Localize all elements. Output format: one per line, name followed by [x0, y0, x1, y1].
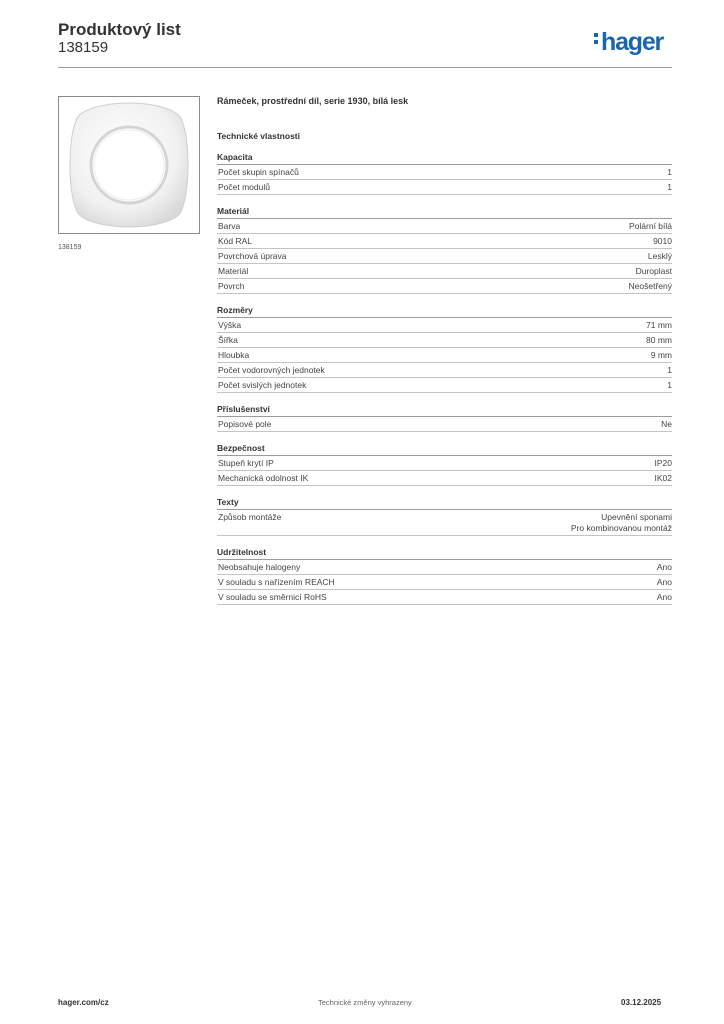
spec-value-line: 9010 — [653, 235, 672, 246]
spec-sections — [217, 151, 672, 615]
spec-value — [657, 592, 672, 603]
section-title: Příslušenství — [217, 403, 672, 417]
spec-label: Stupeň krytí IP — [218, 457, 274, 468]
spec-value-line: 9 mm — [650, 349, 672, 360]
spec-label: Mechanická odolnost IK — [218, 472, 309, 483]
spec-value — [646, 320, 672, 331]
spec-label: Barva — [218, 220, 241, 231]
spec-label: Popisové pole — [218, 418, 272, 429]
spec-label: Počet vodorovných jednotek — [218, 364, 325, 375]
spec-label: Počet modulů — [218, 181, 270, 192]
spec-row — [217, 348, 672, 363]
spec-value-line: Neošetřený — [628, 280, 672, 291]
spec-label: Výška — [218, 319, 242, 330]
spec-value-line: Pro kombinovanou montáž — [570, 522, 672, 533]
spec-label: Kód RAL — [218, 235, 253, 246]
spec-row — [217, 279, 672, 294]
spec-section — [217, 496, 672, 536]
product-code: 138159 — [58, 39, 109, 56]
spec-value-line: 1 — [667, 181, 672, 192]
spec-value — [651, 350, 672, 361]
header-divider — [58, 67, 672, 68]
spec-value-line: IK02 — [654, 472, 672, 483]
spec-value-line: Ano — [656, 591, 672, 602]
spec-value — [667, 380, 672, 391]
footer-website: hager.com/cz — [58, 998, 109, 1007]
footer-date: 03.12.2025 — [621, 998, 662, 1007]
section-title: Kapacita — [217, 151, 672, 165]
spec-value-line: 1 — [667, 364, 672, 375]
spec-label: Neobsahuje halogeny — [218, 561, 301, 572]
image-caption: 138159 — [58, 244, 82, 251]
spec-value — [653, 236, 672, 247]
spec-label: V souladu s nařízením REACH — [218, 576, 335, 587]
spec-row — [217, 417, 672, 432]
spec-value — [629, 221, 672, 232]
spec-label: Způsob montáže — [218, 511, 282, 522]
spec-value-line: IP20 — [654, 457, 672, 468]
spec-value — [667, 365, 672, 376]
spec-label: Šířka — [218, 334, 238, 345]
spec-row — [217, 165, 672, 180]
hager-logo — [594, 28, 663, 57]
spec-row — [217, 560, 672, 575]
spec-value-line: Ano — [656, 561, 672, 572]
spec-section — [217, 403, 672, 432]
spec-value — [667, 167, 672, 178]
spec-value-line: 1 — [667, 379, 672, 390]
spec-value — [655, 458, 673, 469]
spec-row — [217, 264, 672, 279]
spec-row — [217, 456, 672, 471]
section-title: Materiál — [217, 205, 672, 219]
spec-value — [661, 419, 672, 430]
spec-value — [646, 335, 672, 346]
spec-row — [217, 318, 672, 333]
spec-label: Povrchová úprava — [218, 250, 287, 261]
spec-section — [217, 205, 672, 294]
spec-value — [657, 577, 672, 588]
spec-value-line: 1 — [667, 166, 672, 177]
spec-row — [217, 363, 672, 378]
spec-section — [217, 151, 672, 195]
spec-row — [217, 590, 672, 605]
spec-value-line: Upevnění sponami — [601, 511, 672, 522]
logo-text: hager — [601, 28, 664, 56]
footer-notice: Technické změny vyhrazeny — [318, 998, 412, 1007]
spec-value — [636, 266, 672, 277]
spec-value — [657, 562, 672, 573]
spec-value-line: Lesklý — [647, 250, 672, 261]
spec-label: Hloubka — [218, 349, 250, 360]
spec-row — [217, 378, 672, 393]
section-title: Texty — [217, 496, 672, 510]
spec-label: Počet svislých jednotek — [218, 379, 307, 390]
spec-row — [217, 249, 672, 264]
spec-section — [217, 304, 672, 393]
spec-value-line: Duroplast — [635, 265, 672, 276]
spec-row — [217, 471, 672, 486]
technical-properties-heading: Technické vlastnosti — [217, 131, 300, 141]
spec-value-line: 80 mm — [646, 334, 672, 345]
spec-value — [655, 473, 673, 484]
spec-value-line: Ne — [661, 418, 672, 429]
section-title: Bezpečnost — [217, 442, 672, 456]
spec-value-line: Ano — [656, 576, 672, 587]
page-title: Produktový list — [58, 20, 181, 39]
spec-value — [648, 251, 672, 262]
spec-row — [217, 180, 672, 195]
spec-label: Počet skupin spínačů — [218, 166, 299, 177]
spec-row — [217, 575, 672, 590]
product-image — [58, 96, 200, 234]
section-title: Udržitelnost — [217, 546, 672, 560]
spec-value-line: Polární bílá — [629, 220, 672, 231]
logo-dots-icon — [594, 30, 599, 47]
spec-value — [571, 512, 672, 534]
spec-row — [217, 510, 672, 536]
spec-label: V souladu se směrnicí RoHS — [218, 591, 327, 602]
frame-ring-icon — [59, 97, 199, 233]
spec-section — [217, 442, 672, 486]
spec-row — [217, 333, 672, 348]
spec-label: Materiál — [218, 265, 249, 276]
spec-value-line: 71 mm — [646, 319, 672, 330]
product-name: Rámeček, prostřední díl, serie 1930, bílá lesk — [217, 96, 409, 106]
spec-label: Povrch — [218, 280, 245, 291]
spec-value — [629, 281, 672, 292]
section-title: Rozměry — [217, 304, 672, 318]
spec-section — [217, 546, 672, 605]
spec-row — [217, 234, 672, 249]
spec-row — [217, 219, 672, 234]
spec-value — [667, 182, 672, 193]
